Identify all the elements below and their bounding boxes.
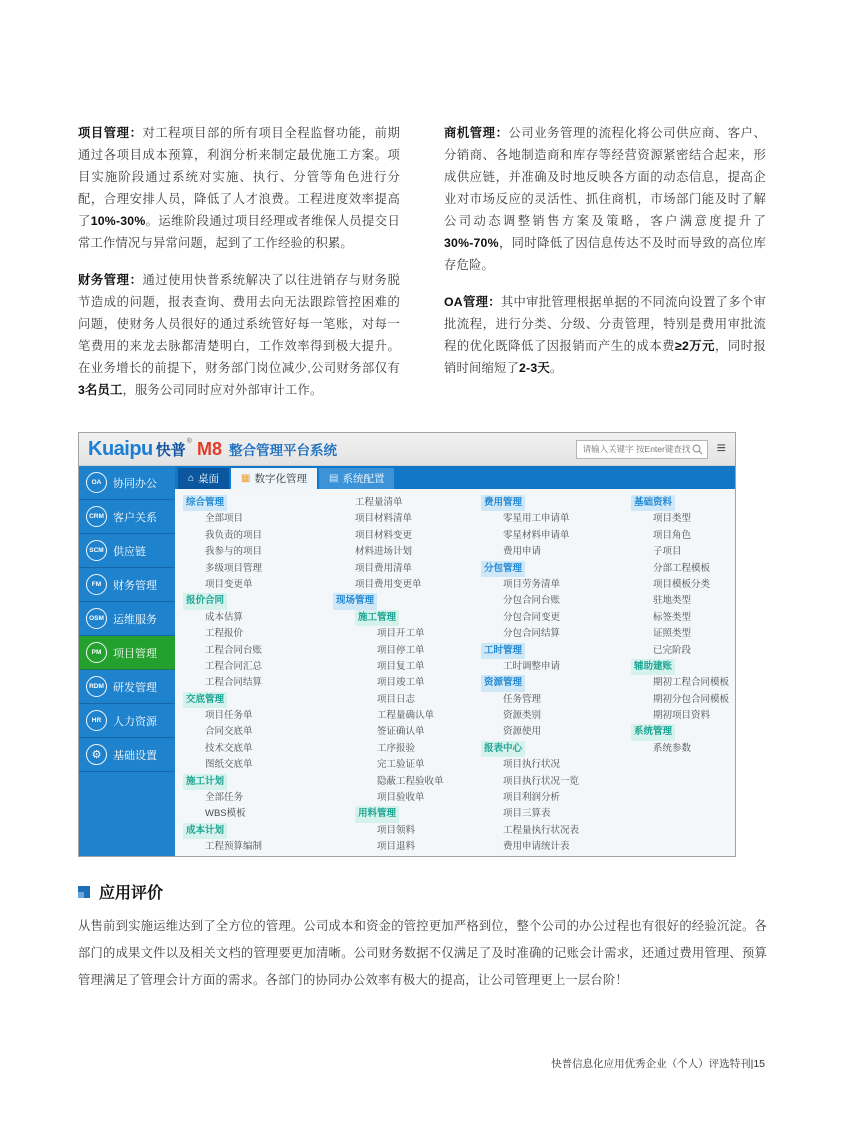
search-input[interactable] xyxy=(581,443,692,455)
menu-section-header: 报价合同 xyxy=(183,593,227,609)
menu-col-2 xyxy=(333,495,481,856)
article xyxy=(444,291,766,379)
menu-item[interactable]: 项目领料 xyxy=(377,824,416,836)
menu-section-header: 工时管理 xyxy=(481,643,525,659)
menu-item[interactable]: 项目竣工单 xyxy=(377,677,425,689)
menu-item[interactable]: 工程量清单 xyxy=(355,497,403,508)
menu-item[interactable]: 项目变更单 xyxy=(205,578,253,590)
menu-item[interactable]: 零星用工申请单 xyxy=(503,513,570,525)
module-circle-icon: RDM xyxy=(86,676,107,697)
review-paragraph: 从售前到实施运维达到了全方位的管理。公司成本和资金的管控更加严格到位，整个公司的办公过程也有很好的经验沉淀。各部门的成果文件以及相关文档的管理要更加清晰。公司财务数据不仅满足了及时准确的记账会计需求，还通过费用管理、预算管理满足了管理会计方面的需求。各部门的协同办公效率有极大的提高，让公司管理更上一层台阶！ xyxy=(78,919,767,987)
article xyxy=(78,269,400,401)
menu-item[interactable]: 项目角色 xyxy=(653,529,692,541)
sidebar-item[interactable] xyxy=(79,670,175,704)
menu-item[interactable]: 项目三算表 xyxy=(503,808,551,820)
menu-item[interactable]: 系统参数 xyxy=(653,742,692,754)
app-window xyxy=(78,432,736,857)
module-circle-icon: SCM xyxy=(86,540,107,561)
menu-item[interactable]: 全部项目 xyxy=(205,513,244,525)
menu-item[interactable]: 项目模板分类 xyxy=(653,578,711,590)
tab[interactable] xyxy=(178,468,229,489)
menu-item[interactable]: 图纸交底单 xyxy=(205,759,253,771)
sidebar-item-label: 协同办公 xyxy=(113,477,157,490)
menu-item[interactable]: 证照类型 xyxy=(653,628,692,640)
articles-col-right xyxy=(444,122,766,401)
menu-item[interactable]: 隐蔽工程验收单 xyxy=(377,775,444,787)
menu-item[interactable]: 项目复工单 xyxy=(377,660,425,672)
menu-item[interactable]: 签证确认单 xyxy=(377,726,425,738)
sidebar-item-label: 项目管理 xyxy=(113,647,157,660)
menu-item[interactable]: 材料进场计划 xyxy=(355,546,413,558)
gear-icon: ⚙ xyxy=(86,744,107,765)
menu-item[interactable]: 项目日志 xyxy=(377,693,416,705)
section-title: 应用评价 xyxy=(99,885,164,902)
sidebar xyxy=(79,466,175,856)
square-bullet-icon xyxy=(78,886,90,898)
article-text: 对工程项目部的所有项目全程监督功能，前期通过各项目成本预算，利润分析来制定最优施工方案。项目实施阶段通过系统对实施、执行、分管等角色进行分配，合理安排人员，降低了人才浪费。工程进度效率提高了 xyxy=(78,126,400,228)
menu-item[interactable]: 期初分包合同模板 xyxy=(653,693,730,705)
product-subtitle: 整合管理平台系统 xyxy=(228,443,337,458)
sidebar-item[interactable] xyxy=(79,738,175,772)
tab-label: 数字化管理 xyxy=(254,473,307,485)
menu-item[interactable]: 我参与的项目 xyxy=(205,546,263,558)
article xyxy=(444,122,766,276)
registered-mark: ® xyxy=(186,438,192,445)
article-text: 。 xyxy=(549,361,563,375)
tab-label: 系统配置 xyxy=(342,473,385,485)
menu-item[interactable]: 工时调整申请 xyxy=(503,660,561,672)
tab-label: 桌面 xyxy=(198,473,220,485)
sidebar-item[interactable] xyxy=(79,466,175,500)
menu-item[interactable]: 项目材料变更 xyxy=(355,529,413,541)
menu-item[interactable]: 项目任务单 xyxy=(205,710,253,722)
highlight-metric: 10%-30% xyxy=(90,214,146,228)
menu-item[interactable]: 工程预算编制 xyxy=(205,841,263,853)
article-text: 通过使用快普系统解决了以往进销存与财务脱节造成的问题，报表查询、费用去向无法跟踪管控困难的问题，使财务人员很好的通过系统管好每一笔账，对每一笔费用的来龙去脉都清楚明白，工作效率得到极大提升。在业务增长的前提下，财务部门岗位减少,公司财务部仅有 xyxy=(78,273,400,375)
tabbar xyxy=(175,466,735,489)
menu-item[interactable]: 已完阶段 xyxy=(653,644,692,656)
menu-col-1 xyxy=(183,495,333,856)
menu-item[interactable]: 成本估算 xyxy=(205,611,244,623)
menu-item[interactable]: 我负责的项目 xyxy=(205,529,263,541)
menu-item[interactable]: 项目费用变更单 xyxy=(355,578,422,590)
highlight-metric: ≥2万元 xyxy=(675,339,715,353)
grid-icon: ▦ xyxy=(241,472,251,484)
product-name: M8 xyxy=(196,438,222,459)
menu-item[interactable]: 项目开工单 xyxy=(377,628,425,640)
menu-section-header: 分包管理 xyxy=(481,561,525,577)
article-label: 财务管理： xyxy=(78,273,143,287)
menu-item[interactable]: 工程合同结算 xyxy=(205,677,263,689)
home-icon: ⌂ xyxy=(188,472,195,484)
sidebar-item[interactable] xyxy=(79,704,175,738)
menu-section-header: 施工计划 xyxy=(183,774,227,790)
menu-item[interactable]: 项目费用清单 xyxy=(355,562,413,574)
module-circle-icon: PM xyxy=(86,642,107,663)
menu-section-header: 基础资料 xyxy=(631,495,675,511)
sidebar-item-label: 财务管理 xyxy=(113,579,157,592)
tab[interactable] xyxy=(231,468,317,489)
article-text: 。运维阶段通过项目经理或者维保人员提交日常工作情况与异常问题，起到了工作经验的积累。 xyxy=(78,214,400,250)
menu-item[interactable]: 全部任务 xyxy=(205,792,244,804)
menu-item[interactable]: 期初项目资料 xyxy=(653,710,711,722)
article xyxy=(78,122,400,254)
menu-item[interactable]: 项目类型 xyxy=(653,513,692,525)
menu-item[interactable]: 分包合同台账 xyxy=(503,595,561,607)
menu-item[interactable]: 驻地类型 xyxy=(653,595,692,607)
menu-section-header: 用料管理 xyxy=(355,806,399,822)
menu-item[interactable]: 项目利润分析 xyxy=(503,792,561,804)
sidebar-item-label: 客户关系 xyxy=(113,511,157,524)
highlight-metric: 3名员工 xyxy=(78,383,123,397)
menu-item[interactable]: 资源使用 xyxy=(503,726,542,738)
menu-item[interactable]: 期初工程合同模板 xyxy=(653,677,730,689)
menu-item[interactable]: 项目验收单 xyxy=(377,792,425,804)
menu-item[interactable]: 工序报验 xyxy=(377,742,416,754)
article-text: ，同时降低了因信息传达不及时而导致的高位库存危险。 xyxy=(444,236,766,272)
sidebar-item[interactable] xyxy=(79,602,175,636)
sidebar-item-label: 人力资源 xyxy=(113,715,157,728)
sidebar-item-label: 基础设置 xyxy=(113,749,157,762)
menu-section-header: 资源管理 xyxy=(481,675,525,691)
menu-item[interactable]: 合同交底单 xyxy=(205,726,253,738)
app-body xyxy=(79,466,735,856)
menu-section-header: 费用管理 xyxy=(481,495,525,511)
module-circle-icon: OA xyxy=(86,472,107,493)
kuaipu-logo-cn: 快普 xyxy=(155,441,186,459)
menu-item[interactable]: 项目材料清单 xyxy=(355,513,413,525)
menu-item[interactable]: 工程量确认单 xyxy=(377,710,435,722)
search-box[interactable] xyxy=(576,440,708,459)
articles-col-left xyxy=(78,122,400,401)
menu-item[interactable]: 分包合同结算 xyxy=(503,628,561,640)
article-text: ，同时报销时间缩短了 xyxy=(444,339,766,375)
menu-section-header: 现场管理 xyxy=(333,593,377,609)
menu-col-4 xyxy=(631,495,735,856)
menu-item[interactable]: 分部工程模板 xyxy=(653,562,711,574)
article-label: 商机管理： xyxy=(444,126,509,140)
module-circle-icon: CRM xyxy=(86,506,107,527)
menu-item[interactable]: 工程合同台账 xyxy=(205,644,263,656)
panel-icon: ▤ xyxy=(329,472,339,484)
page-footer: 快普信息化应用优秀企业（个人）评选特刊|15 xyxy=(551,1058,765,1070)
feature-articles xyxy=(78,122,767,401)
kuaipu-logo: Kuaipu xyxy=(88,437,153,460)
menu-col-3 xyxy=(481,495,631,856)
module-circle-icon: FM xyxy=(86,574,107,595)
article-text: ，服务公司同时应对外部审计工作。 xyxy=(122,383,323,397)
menu-item[interactable]: 标签类型 xyxy=(653,611,692,623)
sidebar-item[interactable] xyxy=(79,500,175,534)
review-section-header xyxy=(78,880,163,903)
article-label: 项目管理： xyxy=(78,126,143,140)
menu-grid xyxy=(175,489,735,856)
article-text: 公司业务管理的流程化将公司供应商、客户、分销商、各地制造商和库存等经营资源紧密结合起来，形成供应链，并准确及时地反映各方面的动态信息，提高企业对市场反应的灵活性、抓住商机，市场部门能及时了解公司动态调整销售方案及策略，客户满意度提升了 xyxy=(444,126,766,228)
menu-section-header: 综合管理 xyxy=(183,495,227,511)
menu-section-header: 辅助建账 xyxy=(631,659,675,675)
search-icon[interactable] xyxy=(692,444,703,455)
menu-item[interactable]: 分包合同变更 xyxy=(503,611,561,623)
sidebar-item-label: 供应链 xyxy=(113,545,146,558)
menu-item[interactable]: 完工验证单 xyxy=(377,759,425,771)
menu-item[interactable]: WBS模板 xyxy=(205,808,246,820)
menu-item[interactable]: 项目执行状况 xyxy=(503,759,561,771)
sidebar-item-label: 运维服务 xyxy=(113,613,157,626)
sidebar-item[interactable] xyxy=(79,636,175,670)
menu-item[interactable]: 任务管理 xyxy=(503,693,542,705)
menu-section-header: 成本计划 xyxy=(183,823,227,839)
hamburger-menu-icon[interactable]: ≡ xyxy=(716,440,726,457)
menu-item[interactable]: 零星材料申请单 xyxy=(503,529,570,541)
menu-item[interactable]: 项目劳务清单 xyxy=(503,578,561,590)
menu-section-header: 交底管理 xyxy=(183,692,227,708)
main-area xyxy=(175,466,735,856)
menu-item[interactable]: 项目执行状况一览 xyxy=(503,775,580,787)
menu-item[interactable]: 工程报价 xyxy=(205,628,244,640)
highlight-metric: 2-3天 xyxy=(518,361,550,375)
sidebar-item[interactable] xyxy=(79,534,175,568)
menu-section-header: 施工管理 xyxy=(355,610,399,626)
sidebar-item[interactable] xyxy=(79,568,175,602)
menu-item[interactable]: 资源类别 xyxy=(503,710,542,722)
menu-item[interactable]: 工程合同汇总 xyxy=(205,660,263,672)
menu-item[interactable]: 费用申请统计表 xyxy=(503,841,570,853)
menu-section-header: 报表中心 xyxy=(481,741,525,757)
menu-item[interactable]: 项目退料 xyxy=(377,841,416,853)
article-label: OA管理： xyxy=(444,295,501,309)
menu-item[interactable]: 技术交底单 xyxy=(205,742,253,754)
menu-item[interactable]: 多级项目管理 xyxy=(205,562,263,574)
menu-section-header: 系统管理 xyxy=(631,724,675,740)
menu-item[interactable]: 费用申请 xyxy=(503,546,542,558)
tab[interactable] xyxy=(319,468,394,489)
highlight-metric: 30%-70% xyxy=(444,236,499,250)
module-circle-icon: HR xyxy=(86,710,107,731)
menu-item[interactable]: 子项目 xyxy=(653,546,682,558)
sidebar-item-label: 研发管理 xyxy=(113,681,157,694)
module-circle-icon: OSM xyxy=(86,608,107,629)
article-text: 其中审批管理根据单据的不同流向设置了多个审批流程，进行分类、分级、分责管理，特别是费用审批流程的优化既降低了因报销而产生的成本费 xyxy=(444,295,766,353)
menu-item[interactable]: 项目停工单 xyxy=(377,644,425,656)
menu-item[interactable]: 工程量执行状况表 xyxy=(503,824,580,836)
app-header xyxy=(79,433,735,466)
